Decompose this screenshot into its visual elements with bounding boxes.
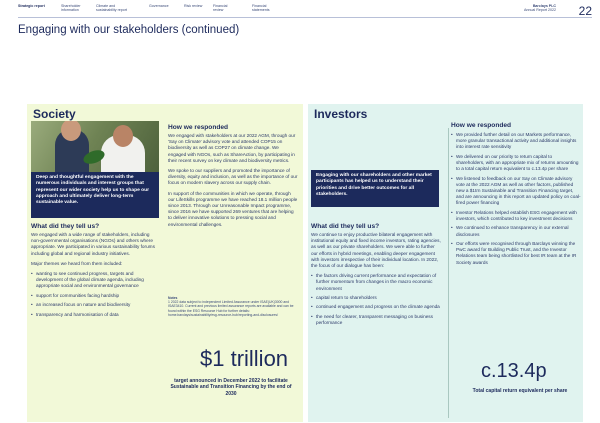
nav-strategic-report[interactable]: Strategic report <box>18 4 45 8</box>
investors-theme: • capital return to shareholders <box>311 295 441 301</box>
investors-response-item: • We provided further detail on our Markets performance, more granular transactional activity and additional insights into interest rate sensitivity <box>451 132 581 151</box>
investors-big-figure: c.13.4p <box>481 360 547 382</box>
society-tell-intro: We engaged with a wide range of stakeholders, including non-governmental organisations (NGOs) and others where appropriate. We participated in various sustainability forums including global and regional industry initiatives. <box>31 232 155 256</box>
investors-tell-body <box>311 232 441 329</box>
society-callout: Deep and thoughtful engagement with the numerous individuals and interest groups that represent our wider society help us to shape our approach and ultimately deliver long-term sustainable value. <box>31 172 159 218</box>
nav-divider <box>18 17 592 18</box>
nav-climate-report[interactable]: Climate and sustainability report <box>96 4 127 13</box>
investors-theme: • continued engagement and progress on the climate agenda <box>311 304 441 310</box>
society-response-p3: In support of the communities in which we operate, through our LifeSkills programme we have reached 18.1 million people since 2013. Through our Unreasonable Impact programme, since 2016 we have supported 269 ventures that are helping to deliver innovative solutions to pressing social and environmental challenges. <box>168 190 298 227</box>
brand-name: Barclays PLC <box>532 4 556 8</box>
society-response-p1: We engaged with stakeholders at our 2022 AGM, through our 'Say on Climate' advisory vote and attended COP15 on biodiversity as well as COP27 on climate change. We engaged with NGOs, such as ShareAction, by participating in their recent survey on key climate and biodiversity metrics. <box>168 133 296 163</box>
page-number: 22 <box>578 4 592 18</box>
society-response-heading: How we responded <box>168 124 229 131</box>
nav-risk-review[interactable]: Risk review <box>184 4 203 8</box>
report-name: Annual Report 2022 <box>524 8 556 13</box>
investors-big-caption: Total capital return equivalent per share <box>472 388 568 394</box>
page-title: Engaging with our stakeholders (continued) <box>18 24 240 36</box>
society-response-p2: We spoke to our suppliers and promoted the importance of diversity, equity and inclusion, as well as the importance of our focus on modern slavery across our supply chain. <box>168 168 298 186</box>
society-theme: • an increased focus on nature and biodiversity <box>31 302 159 308</box>
investors-tell-intro: We continue to enjoy productive bilateral engagement with institutional equity and fixed income investors, rating agencies, as well as our private shareholders. We were able to further our efforts in hybrid meetings, enabling deeper engagement with investors irrespective of their individual location. In 2022, the focus of our dialogue has been: <box>311 232 441 269</box>
society-tell-heading: What did they tell us? <box>31 223 100 230</box>
investors-response-item: • We listened to feedback on our Say on Climate advisory vote at the 2022 AGM as well as other factors, published new a $1trn Sustainable and Transition Financing target, and are announcing in this report an updated policy on coal-fired power financing <box>451 176 581 207</box>
investors-response-item: • Our efforts were recognised through Barclays winning the PwC award for Building Public Trust, and the Investor Relations team being shortlisted for best IR team at the IR Society awards <box>451 241 581 266</box>
notes-label: Notes <box>168 296 178 300</box>
society-tell-body <box>31 232 159 321</box>
investors-response-item: • We continued to enhance transparency in our external disclosures <box>451 225 581 237</box>
society-notes <box>168 296 296 317</box>
investors-heading: Investors <box>314 107 368 121</box>
investors-response-item: • Investor Relations helped establish ESG engagement with investors, which contributed to key investment decisions <box>451 210 581 222</box>
investors-response-item: • We delivered on our priority to return capital to shareholders, with an appropriate mix of returns amounting to a total capital return equivalent to c.13.4p per share <box>451 154 581 173</box>
nav-financial-review[interactable]: Financial review <box>213 4 228 13</box>
nav-shareholder-information[interactable]: Shareholder information <box>61 4 81 13</box>
investors-tell-heading: What did they tell us? <box>311 223 380 230</box>
investors-response-body <box>451 132 581 269</box>
brand-block <box>516 4 556 13</box>
society-theme: • support for communities facing hardship <box>31 293 159 299</box>
society-themes-intro: Major themes we heard from them included: <box>31 260 123 266</box>
top-navigation <box>0 0 600 20</box>
investors-response-heading: How we responded <box>451 122 512 129</box>
note-1: 1 2022 data subject to independent Limited Assurance under ISAE(UK)3000 and ISAE3410. Current and previous limited assurance reports are available and can be found within the ESG Resource Hub for further details: home.barclays/sustainability/esg-resource-hub/reporting-and-disclosures/ <box>168 300 294 317</box>
nav-governance[interactable]: Governance <box>149 4 169 8</box>
society-response-body <box>168 133 298 232</box>
society-big-figure: $1 trillion <box>200 346 289 371</box>
nav-financial-statements[interactable]: Financial statements <box>252 4 270 13</box>
society-theme: • transparency and harmonisation of data <box>31 312 159 318</box>
investors-callout: Engaging with our shareholders and other market participants has helped us to understand their priorities and drive better outcomes for all stakeholders. <box>311 170 439 207</box>
investors-theme: • the need for clearer, transparent messaging on business performance <box>311 314 441 326</box>
society-heading: Society <box>33 107 76 121</box>
society-big-caption: target announced in December 2022 to facilitate Sustainable and Transition Financing by the end of 2030 <box>170 378 292 397</box>
investors-theme: • the factors driving current performance and expectation of further momentum from changes in the macro economic environment <box>311 273 441 292</box>
column-divider <box>448 128 449 418</box>
society-theme: • wanting to see continued progress, targets and development of the global climate agenda, including appropriate social and environmental governance <box>31 271 159 290</box>
